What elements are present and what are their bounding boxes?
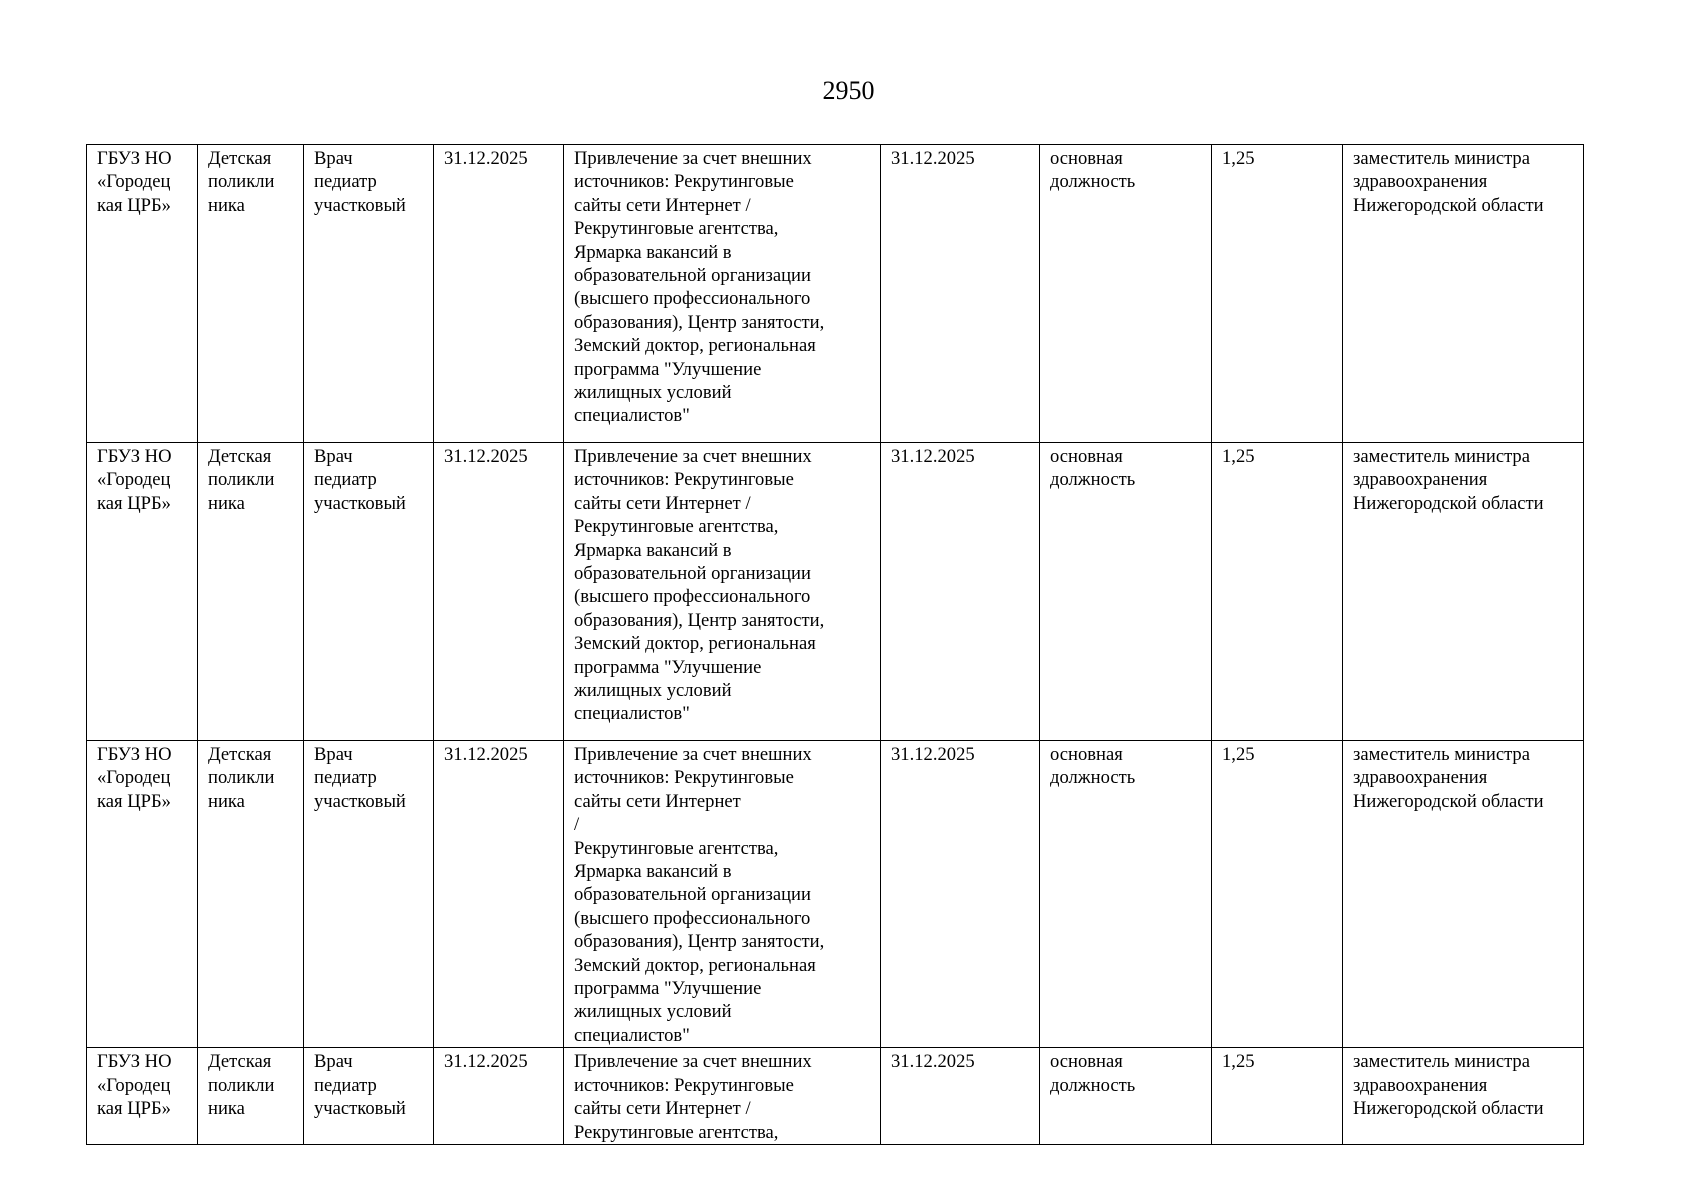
responsible-cell bbox=[1343, 443, 1584, 741]
department-cell bbox=[198, 443, 304, 741]
date-from-cell bbox=[434, 443, 564, 741]
institution-text: ГБУЗ НО «Городец кая ЦРБ» bbox=[97, 148, 172, 216]
institution-text: ГБУЗ НО «Городец кая ЦРБ» bbox=[97, 744, 172, 812]
job-type-cell bbox=[1040, 1048, 1212, 1145]
rate-text: 1,25 bbox=[1222, 1051, 1255, 1073]
rate-cell bbox=[1212, 145, 1343, 443]
institution-text: ГБУЗ НО «Городец кая ЦРБ» bbox=[97, 1051, 172, 1120]
institution-text: ГБУЗ НО «Городец кая ЦРБ» bbox=[97, 446, 172, 514]
date-from-cell bbox=[434, 741, 564, 1048]
date-to-cell bbox=[881, 443, 1040, 741]
responsible-text: заместитель министра здравоохранения Нижегородской области bbox=[1353, 1051, 1544, 1120]
rate-text: 1,25 bbox=[1222, 744, 1255, 765]
table-row bbox=[87, 145, 1584, 443]
sources-cell bbox=[564, 145, 881, 443]
date-from-text: 31.12.2025 bbox=[444, 744, 528, 765]
sources-cell bbox=[564, 1048, 881, 1145]
department-text: Детская поликли ника bbox=[208, 744, 275, 812]
date-to-cell bbox=[881, 741, 1040, 1048]
table-row bbox=[87, 1048, 1584, 1145]
responsible-cell bbox=[1343, 741, 1584, 1048]
date-from-cell bbox=[434, 145, 564, 443]
date-to-text: 31.12.2025 bbox=[891, 446, 975, 467]
vacancy-table bbox=[86, 144, 1584, 1145]
position-text: Врач педиатр участковый bbox=[314, 446, 406, 514]
position-cell bbox=[304, 1048, 434, 1145]
department-cell bbox=[198, 1048, 304, 1145]
sources-text: Привлечение за счет внешних источников: Рекрутинговые сайты сети Интернет / Рекрутинговые агентства, Ярмарка вакансий в образовательной организации (высшего профессионального образования), Центр занятости, Земский доктор, региональная программа "Улучшение жилищных условий специалистов" bbox=[574, 446, 825, 725]
department-text: Детская поликли ника bbox=[208, 1051, 275, 1120]
responsible-cell bbox=[1343, 1048, 1584, 1145]
institution-cell bbox=[87, 741, 198, 1048]
rate-cell bbox=[1212, 1048, 1343, 1145]
responsible-text: заместитель министра здравоохранения Нижегородской области bbox=[1353, 744, 1544, 812]
date-to-text: 31.12.2025 bbox=[891, 1051, 975, 1073]
department-cell bbox=[198, 145, 304, 443]
position-text: Врач педиатр участковый bbox=[314, 744, 406, 812]
date-to-text: 31.12.2025 bbox=[891, 744, 975, 765]
department-text: Детская поликли ника bbox=[208, 446, 275, 514]
job-type-cell bbox=[1040, 741, 1212, 1048]
responsible-text: заместитель министра здравоохранения Нижегородской области bbox=[1353, 446, 1544, 514]
institution-cell bbox=[87, 1048, 198, 1145]
job-type-text: основная должность bbox=[1050, 744, 1136, 789]
rate-cell bbox=[1212, 741, 1343, 1048]
institution-cell bbox=[87, 443, 198, 741]
date-from-text: 31.12.2025 bbox=[444, 446, 528, 467]
date-to-cell bbox=[881, 145, 1040, 443]
date-to-cell bbox=[881, 1048, 1040, 1145]
job-type-text: основная должность bbox=[1050, 446, 1136, 491]
date-to-text: 31.12.2025 bbox=[891, 148, 975, 169]
rate-text: 1,25 bbox=[1222, 148, 1255, 169]
position-text: Врач педиатр участковый bbox=[314, 1051, 406, 1120]
job-type-text: основная должность bbox=[1050, 1051, 1136, 1096]
date-from-text: 31.12.2025 bbox=[444, 1051, 528, 1073]
department-text: Детская поликли ника bbox=[208, 148, 275, 216]
job-type-cell bbox=[1040, 443, 1212, 741]
sources-text: Привлечение за счет внешних источников: Рекрутинговые сайты сети Интернет / Рекрутинговые агентства, Ярмарка вакансий в образовательной организации (высшего профессионального образования), Центр занятости, Земский доктор, региональная программа "Улучшение жилищных условий специалистов" bbox=[574, 744, 825, 1046]
job-type-text: основная должность bbox=[1050, 148, 1136, 193]
position-cell bbox=[304, 741, 434, 1048]
table-row bbox=[87, 741, 1584, 1048]
rate-text: 1,25 bbox=[1222, 446, 1255, 467]
sources-text: Привлечение за счет внешних источников: Рекрутинговые сайты сети Интернет / Рекрутинговые агентства, Ярмарка вакансий в образовательной организации (высшего профессионального образования), Центр занятости, Земский доктор, региональная программа "Улучшение жилищных условий специалистов" bbox=[574, 148, 825, 427]
page-number: 2950 bbox=[822, 76, 875, 105]
rate-cell bbox=[1212, 443, 1343, 741]
position-cell bbox=[304, 145, 434, 443]
sources-cell bbox=[564, 443, 881, 741]
job-type-cell bbox=[1040, 145, 1212, 443]
department-cell bbox=[198, 741, 304, 1048]
date-from-text: 31.12.2025 bbox=[444, 148, 528, 169]
date-from-cell bbox=[434, 1048, 564, 1145]
position-cell bbox=[304, 443, 434, 741]
position-text: Врач педиатр участковый bbox=[314, 148, 406, 216]
sources-text: Привлечение за счет внешних источников: Рекрутинговые сайты сети Интернет / Рекрутинговые агентства, bbox=[574, 1051, 812, 1143]
responsible-cell bbox=[1343, 145, 1584, 443]
institution-cell bbox=[87, 145, 198, 443]
table-row bbox=[87, 443, 1584, 741]
sources-cell bbox=[564, 741, 881, 1048]
responsible-text: заместитель министра здравоохранения Нижегородской области bbox=[1353, 148, 1544, 216]
